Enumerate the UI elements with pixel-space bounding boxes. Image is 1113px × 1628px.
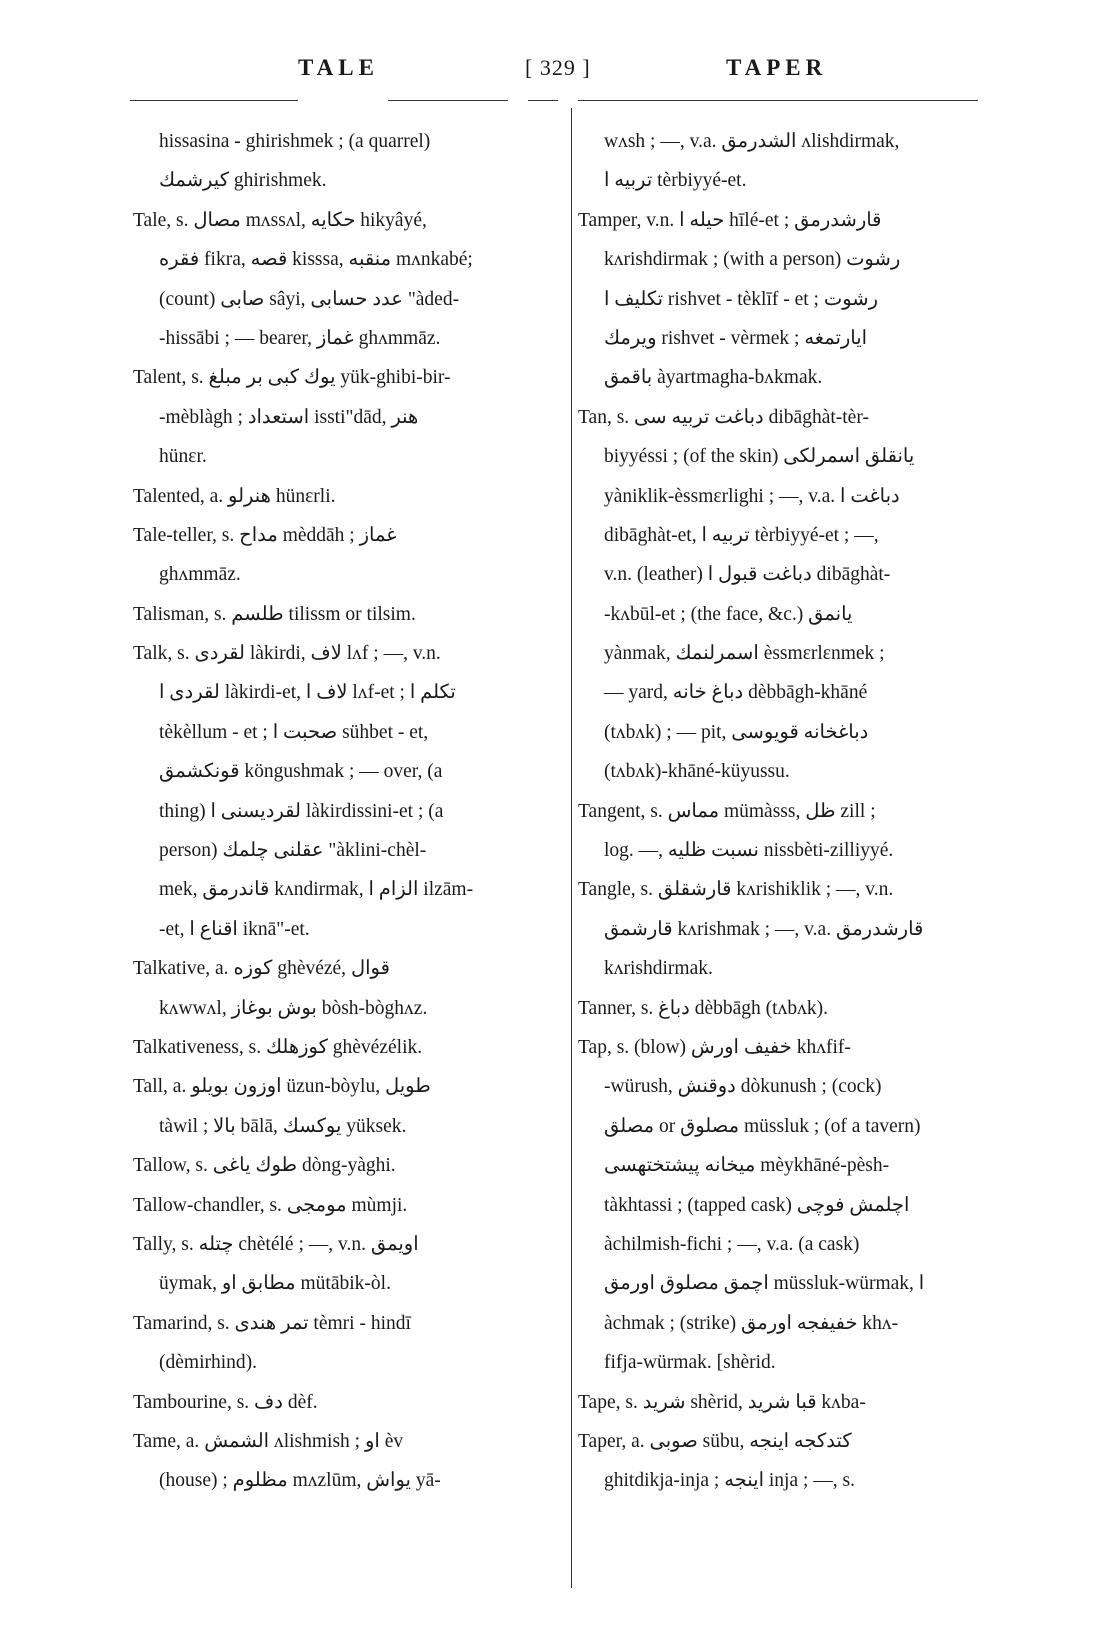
entry-headword-line: Tale-teller, s. مداح mèddāh ; غماز: [133, 524, 397, 546]
entry-continuation-line: ميخانه پيشتختهسى mèykhāné-pèsh-: [604, 1155, 890, 1177]
entry-headword-line: Tally, s. چتله chètélé ; —, v.n. اويمق: [133, 1233, 419, 1255]
entry-continuation-line: log. —, نسبت ظليه nissbèti-zilliyyé.: [604, 840, 894, 862]
entry-headword-line: Talkativeness, s. كوزهلك ghèvézélik.: [133, 1036, 423, 1058]
entry-headword-line: Tallow, s. طوك ياغى dòng-yàghi.: [133, 1155, 396, 1177]
entry-continuation-line: -kʌbūl-et ; (the face, &c.) يانمق: [604, 603, 853, 625]
entry-continuation-line: -würush, دوقنش dòkunush ; (cock): [604, 1076, 882, 1098]
entry-headword-line: Talented, a. هنرلو hünɛrli.: [133, 485, 336, 507]
entry-headword-line: Tame, a. الشمش ʌlishmish ; او èv: [133, 1430, 404, 1452]
entry-continuation-line: -hissābi ; — bearer, غماز ghʌmmāz.: [159, 327, 441, 349]
entry-continuation-line: لقردى ا làkirdi-et, لاف ا lʌf-et ; تكلم ا: [159, 682, 456, 704]
entry-continuation-line: (tʌbʌk)-khāné-küyussu.: [604, 761, 790, 783]
entry-headword-line: Tanner, s. دباغ dèbbāgh (tʌbʌk).: [578, 997, 828, 1019]
header-right-word: TAPER: [726, 55, 828, 80]
entry-headword-line: Tambourine, s. دف dèf.: [133, 1391, 318, 1413]
entry-continuation-line: hissasina - ghirishmek ; (a quarrel): [159, 131, 431, 152]
header-rule-left: [130, 100, 298, 101]
entry-continuation-line: biyyéssi ; (of the skin) يانقلق اسمرلكى: [604, 446, 915, 468]
entry-continuation-line: ghitdikja-inja ; اينجه inja ; —, s.: [604, 1470, 856, 1492]
entry-headword-line: Tamarind, s. تمر هندى tèmri - hindī: [133, 1312, 411, 1334]
entry-headword-line: Tape, s. شريد shèrid, قبا شريد kʌba-: [578, 1391, 866, 1413]
entry-headword-line: Tan, s. دباغت تربيه سى dibāghàt-tèr-: [578, 406, 869, 428]
right-column: [578, 122, 980, 1501]
entry-continuation-line: àchmak ; (strike) خفيفجه اورمق khʌ-: [604, 1312, 899, 1334]
entry-headword-line: Tap, s. (blow) خفيف اورش khʌfif-: [578, 1036, 851, 1058]
entry-headword-line: Talk, s. لقردى làkirdi, لاف lʌf ; —, v.n.: [133, 643, 441, 665]
entry-continuation-line: -mèblàgh ; استعداد issti"dād, هنر: [159, 406, 419, 428]
entry-continuation-line: (dèmirhind).: [159, 1352, 258, 1374]
entry-continuation-line: تكليف ا rishvet - tèklīf - et ; رشوت: [604, 288, 879, 310]
entry-headword-line: Talkative, a. كوزه ghèvézé, قوال: [133, 958, 390, 980]
entry-headword-line: Talent, s. يوك كبى بر مبلغ yük-ghibi-bir-: [133, 367, 451, 389]
header-rule-right: [578, 100, 978, 101]
entry-continuation-line: قارشمق kʌrishmak ; —, v.a. قارشدرمق: [604, 918, 924, 940]
page-number: [ 329 ]: [525, 55, 591, 80]
entry-continuation-line: tàwil ; بالا bālā, يوكسك yüksek.: [159, 1115, 407, 1137]
entry-continuation-line: ghʌmmāz.: [159, 564, 241, 586]
entry-headword-line: Tangent, s. مماس mümàsss, ظل zill ;: [578, 800, 876, 822]
entry-continuation-line: person) عقلنى چلمك "àklini-chèl-: [159, 840, 427, 862]
entry-continuation-line: تربيه ا tèrbiyyé-et.: [604, 170, 747, 192]
entry-continuation-line: kʌrishdirmak ; (with a person) رشوت: [604, 249, 901, 271]
entry-continuation-line: (house) ; مظلوم mʌzlūm, يواش yā-: [159, 1470, 441, 1492]
entry-headword-line: Tamper, v.n. حيله ا hīlé-et ; قارشدرمق: [578, 209, 882, 231]
entry-headword-line: Tallow-chandler, s. مومجى mùmji.: [133, 1194, 408, 1216]
entry-continuation-line: kʌrishdirmak.: [604, 958, 713, 980]
entry-continuation-line: mek, قاندرمق kʌndirmak, الزام ا ilzām-: [159, 879, 474, 901]
entry-continuation-line: كيرشمك ghirishmek.: [159, 170, 327, 192]
entry-continuation-line: thing) لقرديسنى ا làkirdissini-et ; (a: [159, 800, 444, 822]
entry-continuation-line: fifja-würmak. [shèrid.: [604, 1352, 776, 1374]
entry-continuation-line: (tʌbʌk) ; — pit, دباغخانه قويوسى: [604, 721, 869, 743]
entry-headword-line: Tall, a. اوزون بويلو üzun-bòylu, طويل: [133, 1076, 431, 1098]
page-header: [130, 55, 1000, 95]
entry-continuation-line: tàkhtassi ; (tapped cask) اچلمش فوچى: [604, 1194, 910, 1216]
entry-continuation-line: ويرمك rishvet - vèrmek ; ايارتمغه: [604, 327, 868, 349]
entry-continuation-line: kʌwwʌl, بوش بوغاز bòsh-bòghʌz.: [159, 997, 428, 1019]
entry-continuation-line: -et, اقناع ا iknā"-et.: [159, 918, 310, 940]
entry-continuation-line: wʌsh ; —, v.a. الشدرمق ʌlishdirmak,: [604, 131, 900, 152]
header-left-word: TALE: [298, 55, 379, 80]
entry-continuation-line: üymak, مطابق او mütābik-òl.: [159, 1273, 391, 1295]
entry-continuation-line: (count) صابى sâyi, عدد حسابى "àded-: [159, 288, 460, 310]
entry-continuation-line: مصلق or مصلوق müssluk ; (of a tavern): [604, 1115, 921, 1137]
entry-headword-line: Tale, s. مصال mʌssʌl, حكايه hikyâyé,: [133, 209, 427, 231]
entry-continuation-line: قونكشمق köngushmak ; — over, (a: [159, 761, 443, 783]
header-rule-center-tick: [528, 100, 558, 101]
entry-continuation-line: àchilmish-fichi ; —, v.a. (a cask): [604, 1233, 860, 1255]
entry-continuation-line: dibāghàt-et, تربيه ا tèrbiyyé-et ; —,: [604, 524, 879, 546]
entry-headword-line: Tangle, s. قارشقلق kʌrishiklik ; —, v.n.: [578, 879, 894, 901]
entry-continuation-line: tèkèllum - et ; صحبت ا sühbet - et,: [159, 721, 429, 743]
left-column: [133, 122, 543, 1501]
column-divider: [571, 108, 572, 1588]
entry-continuation-line: yàniklik-èssmɛrlighi ; —, v.a. دباغت ا: [604, 485, 900, 507]
entry-continuation-line: hünɛr.: [159, 446, 207, 468]
entry-continuation-line: yànmak, اسمرلنمك èssmɛrlɛnmek ;: [604, 643, 885, 665]
entry-continuation-line: فقره fikra, قصه kisssa, منقبه mʌnkabé;: [159, 249, 473, 271]
entry-continuation-line: اچمق مصلوق اورمق müssluk-würmak, ا: [604, 1273, 925, 1295]
entry-continuation-line: باقمق àyartmagha-bʌkmak.: [604, 367, 823, 389]
header-rule-center: [388, 100, 508, 101]
entry-continuation-line: — yard, دباغ خانه dèbbāgh-khāné: [604, 682, 868, 704]
entry-continuation-line: v.n. (leather) دباغت قبول ا dibāghàt-: [604, 564, 891, 586]
entry-headword-line: Taper, a. صوبى sübu, كتدكجه اينجه: [578, 1430, 852, 1452]
entry-headword-line: Talisman, s. طلسم tilissm or tilsim.: [133, 603, 416, 625]
